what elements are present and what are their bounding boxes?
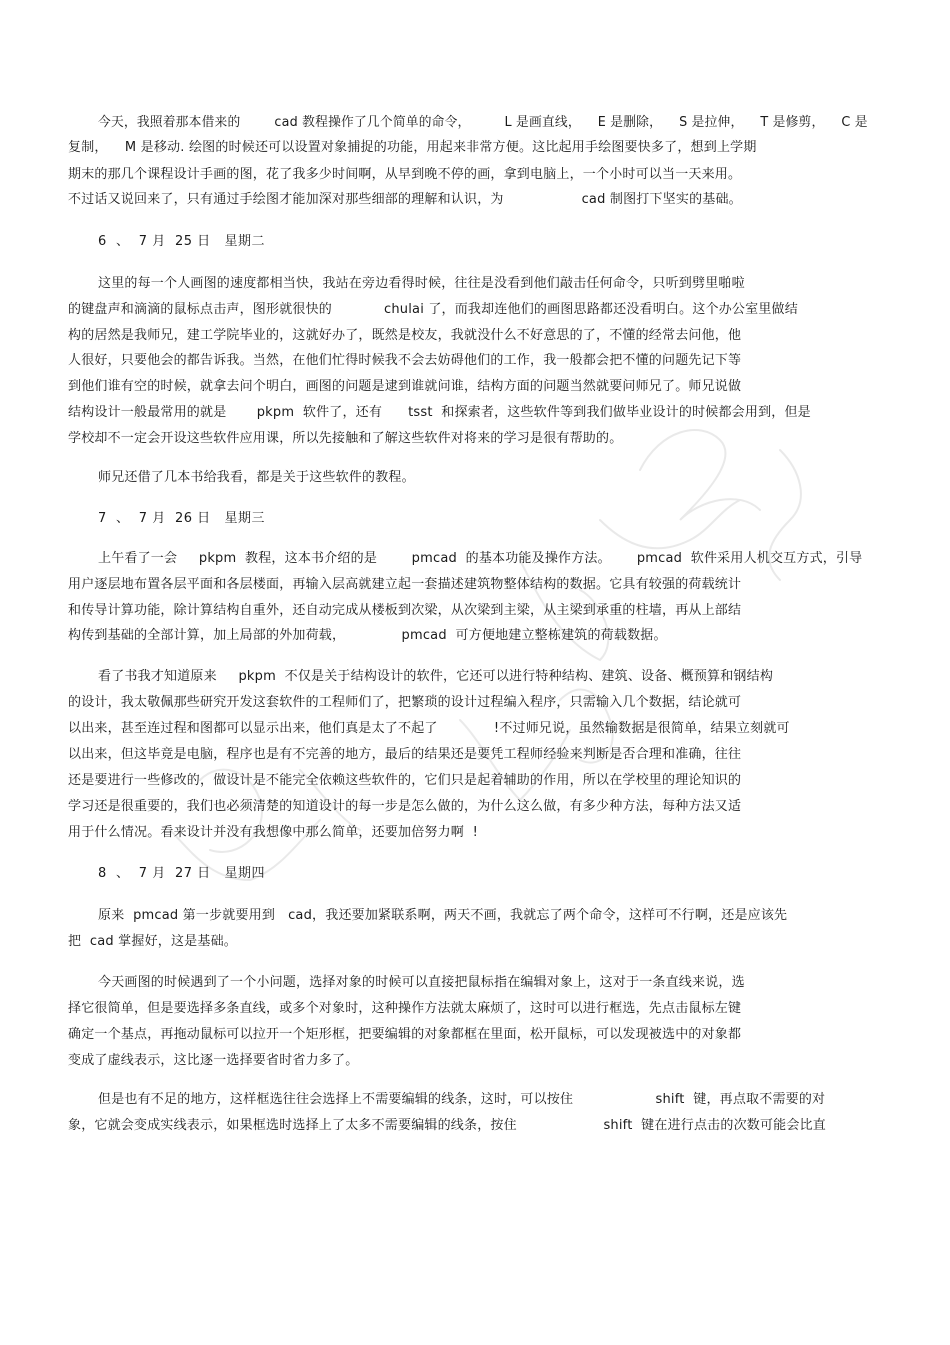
text-line: 还是要进行一些修改的，做设计是不能完全依赖这些软件的，它们只是起着辅助的作用，所以在学校里的理论知识的 — [68, 773, 742, 788]
text-line: 构的居然是我师兄，建工学院毕业的，这就好办了，既然是校友，我就没什么不好意思的了，不懂的经常去问他，他 — [68, 328, 742, 343]
text-line: 变成了虚线表示，这比逐一选择要省时省力多了。 — [68, 1053, 359, 1068]
text-line: 构传到基础的全部计算，加上局部的外加荷载， pmcad 可方便地建立整栋建筑的荷载数据。 — [68, 628, 667, 643]
text-line: 以出来，甚至连过程和图都可以显示出来，他们真是太了不起了 !不过师兄说，虽然输数据是很简单，结果立刻就可 — [68, 721, 790, 736]
text-line: 用户逐层地布置各层平面和各层楼面，再输入层高就建立起一套描述建筑物整体结构的数据。它具有较强的荷载统计 — [68, 577, 742, 592]
text-line: 看了书我才知道原来 pkpm 不仅是关于结构设计的软件，它还可以进行特种结构、建筑、设备、概预算和钢结构 — [98, 669, 774, 684]
text-line: 但是也有不足的地方，这样框选往往会选择上不需要编辑的线条，这时，可以按住 shift 键，再点取不需要的对 — [98, 1092, 826, 1107]
text-line: 师兄还借了几本书给我看，都是关于这些软件的教程。 — [98, 470, 415, 485]
text-line: 把 cad 掌握好，这是基础。 — [68, 934, 237, 949]
text-line: 这里的每一个人画图的速度都相当快，我站在旁边看得时候，往往是没看到他们敲击任何命令，只听到劈里啪啦 — [98, 276, 745, 291]
text-line: 今天画图的时候遇到了一个小问题，选择对象的时候可以直接把鼠标指在编辑对象上，这对于一条直线来说，选 — [98, 975, 745, 990]
text-line: 原来 pmcad 第一步就要用到 cad，我还要加紧联系啊，两天不画，我就忘了两个命令，这样可不行啊，还是应该先 — [98, 908, 788, 923]
text-line: 结构设计一般最常用的就是 pkpm 软件了，还有 tsst 和探索者，这些软件等到我们做毕业设计的时候都会用到，但是 — [68, 405, 811, 420]
text-line: 学校却不一定会开设这些软件应用课，所以先接触和了解这些软件对将来的学习是很有帮助的。 — [68, 431, 623, 446]
text-line: 今天，我照着那本借来的 cad 教程操作了几个简单的命令， L 是画直线， E 是删除， S 是拉伸， T 是修剪， C 是 — [98, 115, 868, 130]
text-line: 的设计，我太敬佩那些研究开发这套软件的工程师们了，把繁琐的设计过程编入程序，只需输入几个数据，结论就可 — [68, 695, 742, 710]
text-line: 象，它就会变成实线表示，如果框选时选择上了太多不需要编辑的线条，按住 shift 键在进行点击的次数可能会比直 — [68, 1118, 826, 1133]
text-line: 复制， M 是移动. 绘图的时候还可以设置对象捕捉的功能，用起来非常方便。这比起用手绘图要快多了，想到上学期 — [68, 140, 757, 155]
text-line: 期末的那几个课程设计手画的图，花了我多少时间啊，从早到晚不停的画，拿到电脑上，一个小时可以当一天来用。 — [68, 167, 742, 182]
entry-date-heading: 7 、 7 月 26 日 星期三 — [98, 511, 266, 526]
text-line: 到他们谁有空的时候，就拿去问个明白，画图的问题是逮到谁就问谁，结构方面的问题当然就要问师兄了。师兄说做 — [68, 379, 742, 394]
text-line: 上午看了一会 pkpm 教程，这本书介绍的是 pmcad 的基本功能及操作方法。 pmcad 软件采用人机交互方式，引导 — [98, 551, 863, 566]
text-line: 的键盘声和滴滴的鼠标点击声，图形就很快的 chulai 了，而我却连他们的画图思路都还没看明白。这个办公室里做结 — [68, 302, 798, 317]
text-line: 用于什么情况。看来设计并没有我想像中那么简单，还要加倍努力啊 ! — [68, 825, 479, 840]
text-line: 以出来，但这毕竟是电脑，程序也是有不完善的地方，最后的结果还是要凭工程师经验来判断是否合理和准确，往往 — [68, 747, 742, 762]
text-line: 不过话又说回来了，只有通过手绘图才能加深对那些细部的理解和认识，为 cad 制图打下坚实的基础。 — [68, 192, 742, 207]
text-line: 确定一个基点，再拖动鼠标可以拉开一个矩形框，把要编辑的对象都框在里面，松开鼠标，可以发现被选中的对象都 — [68, 1027, 742, 1042]
entry-date-heading: 8 、 7 月 27 日 星期四 — [98, 866, 266, 881]
text-line: 择它很简单，但是要选择多条直线，或多个对象时，这种操作方法就太麻烦了，这时可以进行框选，先点击鼠标左键 — [68, 1001, 742, 1016]
text-line: 人很好，只要他会的都告诉我。当然，在他们忙得时候我不会去妨碍他们的工作，我一般都会把不懂的问题先记下等 — [68, 353, 742, 368]
entry-date-heading: 6 、 7 月 25 日 星期二 — [98, 234, 266, 249]
text-line: 和传导计算功能，除计算结构自重外，还自动完成从楼板到次梁，从次梁到主梁，从主梁到承重的柱墙，再从上部结 — [68, 603, 742, 618]
text-line: 学习还是很重要的，我们也必须清楚的知道设计的每一步是怎么做的，为什么这么做，有多少种方法，每种方法又适 — [68, 799, 742, 814]
